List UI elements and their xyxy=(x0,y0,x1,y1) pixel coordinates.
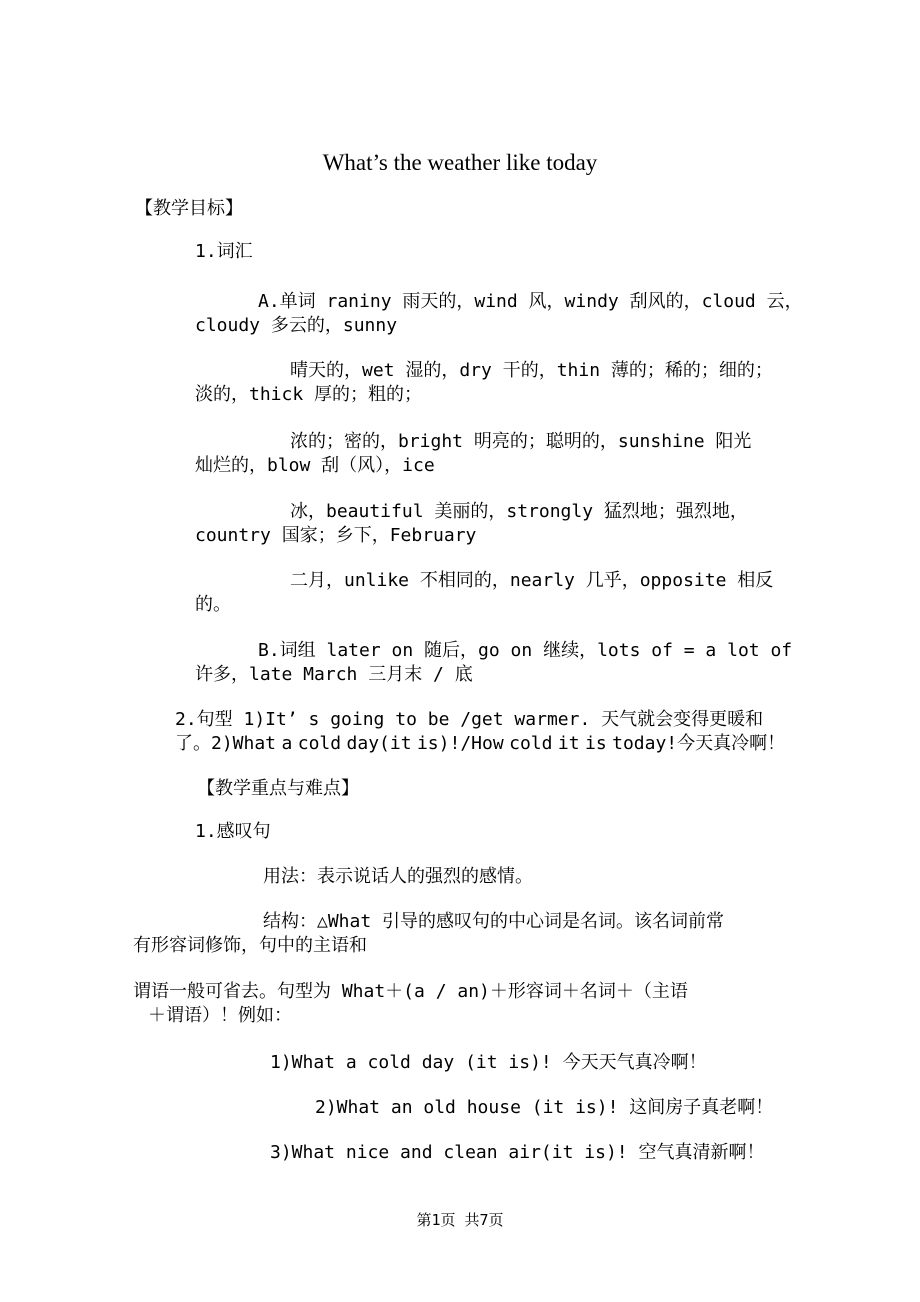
exclamation-structure-line-3: 谓语一般可省去。句型为 What＋(a / an)＋形容词＋名词＋（主语 xyxy=(133,981,688,1002)
vocab-words-line-1: A.单词 raniny 雨天的，wind 风，windy 刮风的，cloud 云， xyxy=(258,291,803,312)
exclamation-example-3: 3)What nice and clean air(it is)! 空气真清新啊！ xyxy=(270,1142,765,1163)
vocab-words-line-8: country 国家；乡下，February xyxy=(195,525,477,546)
vocab-phrases-line-1: B.词组 later on 随后，go on 继续，lots of = a lot of xyxy=(258,640,793,661)
vocab-words-line-6: 灿烂的，blow 刮（风），ice xyxy=(195,455,435,476)
vocab-words-line-4: 淡的，thick 厚的；粗的； xyxy=(195,384,423,405)
exclamation-example-2: 2)What an old house (it is)! 这间房子真老啊！ xyxy=(315,1097,774,1118)
exclamation-usage: 用法：表示说话人的强烈的感情。 xyxy=(263,866,533,887)
exclamation-heading: 1.感叹句 xyxy=(195,821,271,842)
document-title: What’s the weather like today xyxy=(322,150,598,175)
vocab-words-line-3: 晴天的，wet 湿的，dry 干的，thin 薄的；稀的；细的； xyxy=(290,360,773,381)
sentence-patterns-line-1: 2.句型 1)It’ s going to be /get warmer. 天气就会变得更暖和 xyxy=(175,709,764,730)
exclamation-structure-line-2: 有形容词修饰，句中的主语和 xyxy=(133,935,367,956)
vocab-words-line-9: 二月，unlike 不相同的，nearly 几乎，opposite 相反 xyxy=(290,570,774,591)
exclamation-example-1: 1)What a cold day (it is)! 今天天气真冷啊！ xyxy=(270,1052,707,1073)
page-number-footer: 第1页 共7页 xyxy=(416,1211,504,1229)
vocab-words-line-2: cloudy 多云的，sunny xyxy=(195,315,398,336)
vocab-heading: 1.词汇 xyxy=(195,241,253,262)
key-points-header: 【教学重点与难点】 xyxy=(197,778,359,799)
exclamation-structure-line-4: ＋谓语）！例如： xyxy=(148,1005,292,1026)
vocab-words-line-10: 的。 xyxy=(195,594,231,615)
vocab-words-line-5: 浓的；密的，bright 明亮的；聪明的，sunshine 阳光 xyxy=(290,431,752,452)
vocab-phrases-line-2: 许多，late March 三月末 / 底 xyxy=(195,664,473,685)
sentence-patterns-line-2: 了。2)What a cold day(it is)!/How cold it is today!今天真冷啊！ xyxy=(175,733,786,754)
vocab-words-line-7: 冰，beautiful 美丽的，strongly 猛烈地；强烈地， xyxy=(290,501,748,522)
objectives-header: 【教学目标】 xyxy=(135,198,243,219)
exclamation-structure-line-1: 结构：△What 引导的感叹句的中心词是名词。该名词前常 xyxy=(263,911,725,932)
